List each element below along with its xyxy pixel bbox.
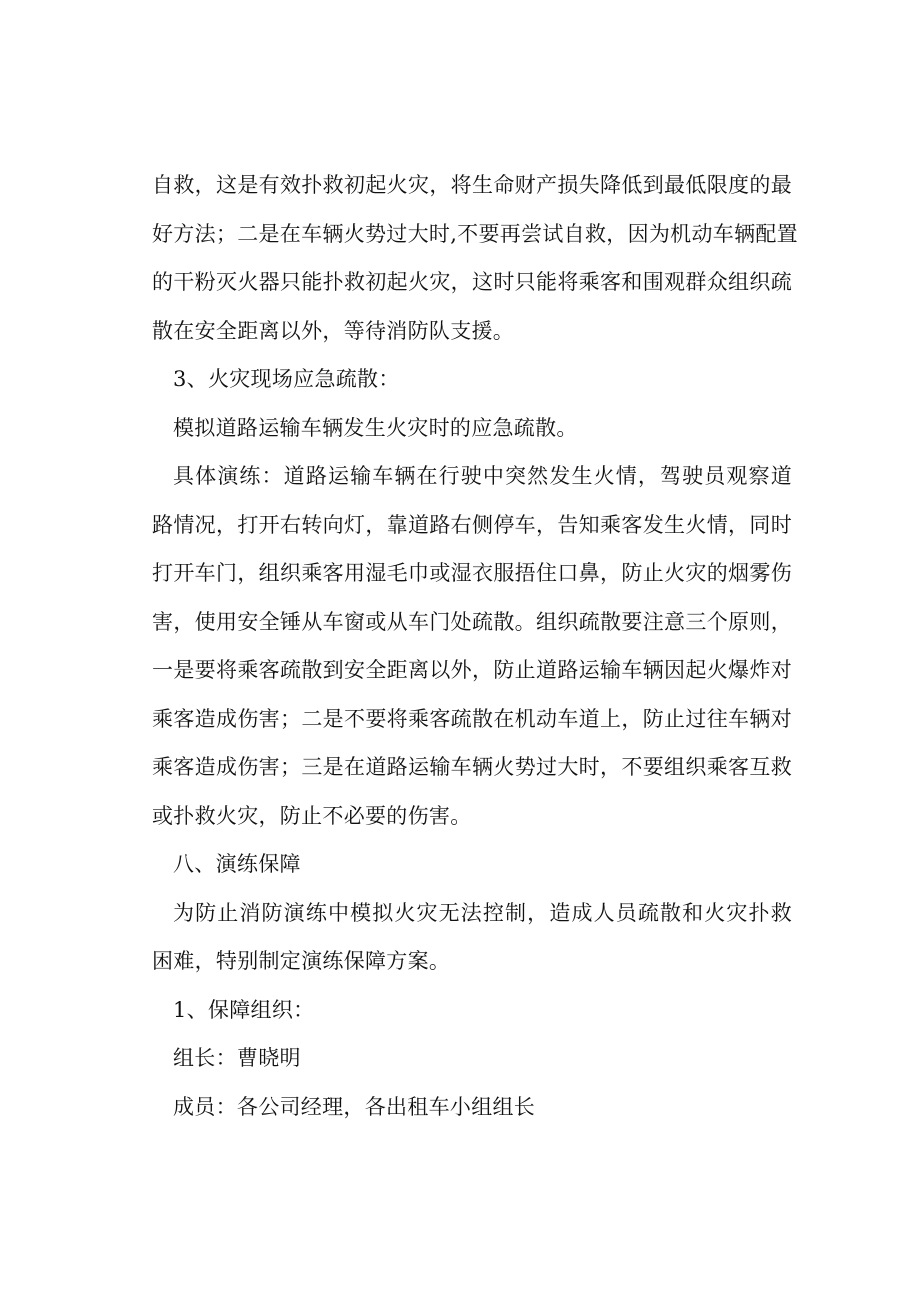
text-line: 一是要将乘客疏散到安全距离以外，防止道路运输车辆因起火爆炸对	[152, 658, 792, 682]
text-line: 散在安全距离以外，等待消防队支援。	[152, 318, 515, 343]
text-line: 3、火灾现场应急疏散：	[173, 367, 400, 391]
text-line: 模拟道路运输车辆发生火灾时的应急疏散。	[173, 415, 578, 440]
text-line: 害，使用安全锤从车窗或从车门处疏散。组织疏散要注意三个原则，	[152, 609, 792, 634]
text-line: 1、保障组织：	[173, 997, 315, 1022]
text-line: 具体演练：道路运输车辆在行驶中突然发生火情，驾驶员观察道	[173, 464, 792, 488]
text-line: 好方法；二是在车辆火势过大时,不要再尝试自救，因为机动车辆配置	[152, 221, 798, 246]
document-body	[152, 161, 798, 1131]
text-line: 组长：曹晓明	[173, 1046, 301, 1070]
text-line: 困难，特别制定演练保障方案。	[152, 949, 451, 973]
text-line: 或扑救火灾，防止不必要的伤害。	[152, 803, 472, 828]
text-line: 打开车门，组织乘客用湿毛巾或湿衣服捂住口鼻，防止火灾的烟雾伤	[152, 561, 792, 585]
text-line: 路情况，打开右转向灯，靠道路右侧停车，告知乘客发生火情，同时	[152, 512, 792, 537]
text-line: 成员：各公司经理，各出租车小组组长	[173, 1094, 536, 1119]
text-line: 乘客造成伤害；三是在道路运输车辆火势过大时，不要组织乘客互救	[152, 755, 792, 779]
text-line: 八、演练保障	[173, 852, 301, 876]
text-line: 为防止消防演练中模拟火灾无法控制，造成人员疏散和火灾扑救	[173, 900, 792, 925]
text-line: 的干粉灭火器只能扑救初起火灾，这时只能将乘客和围观群众组织疏	[152, 270, 792, 294]
text-line: 自救，这是有效扑救初起火灾，将生命财产损失降低到最低限度的最	[152, 173, 792, 197]
text-line: 乘客造成伤害；二是不要将乘客疏散在机动车道上，防止过往车辆对	[152, 706, 792, 731]
